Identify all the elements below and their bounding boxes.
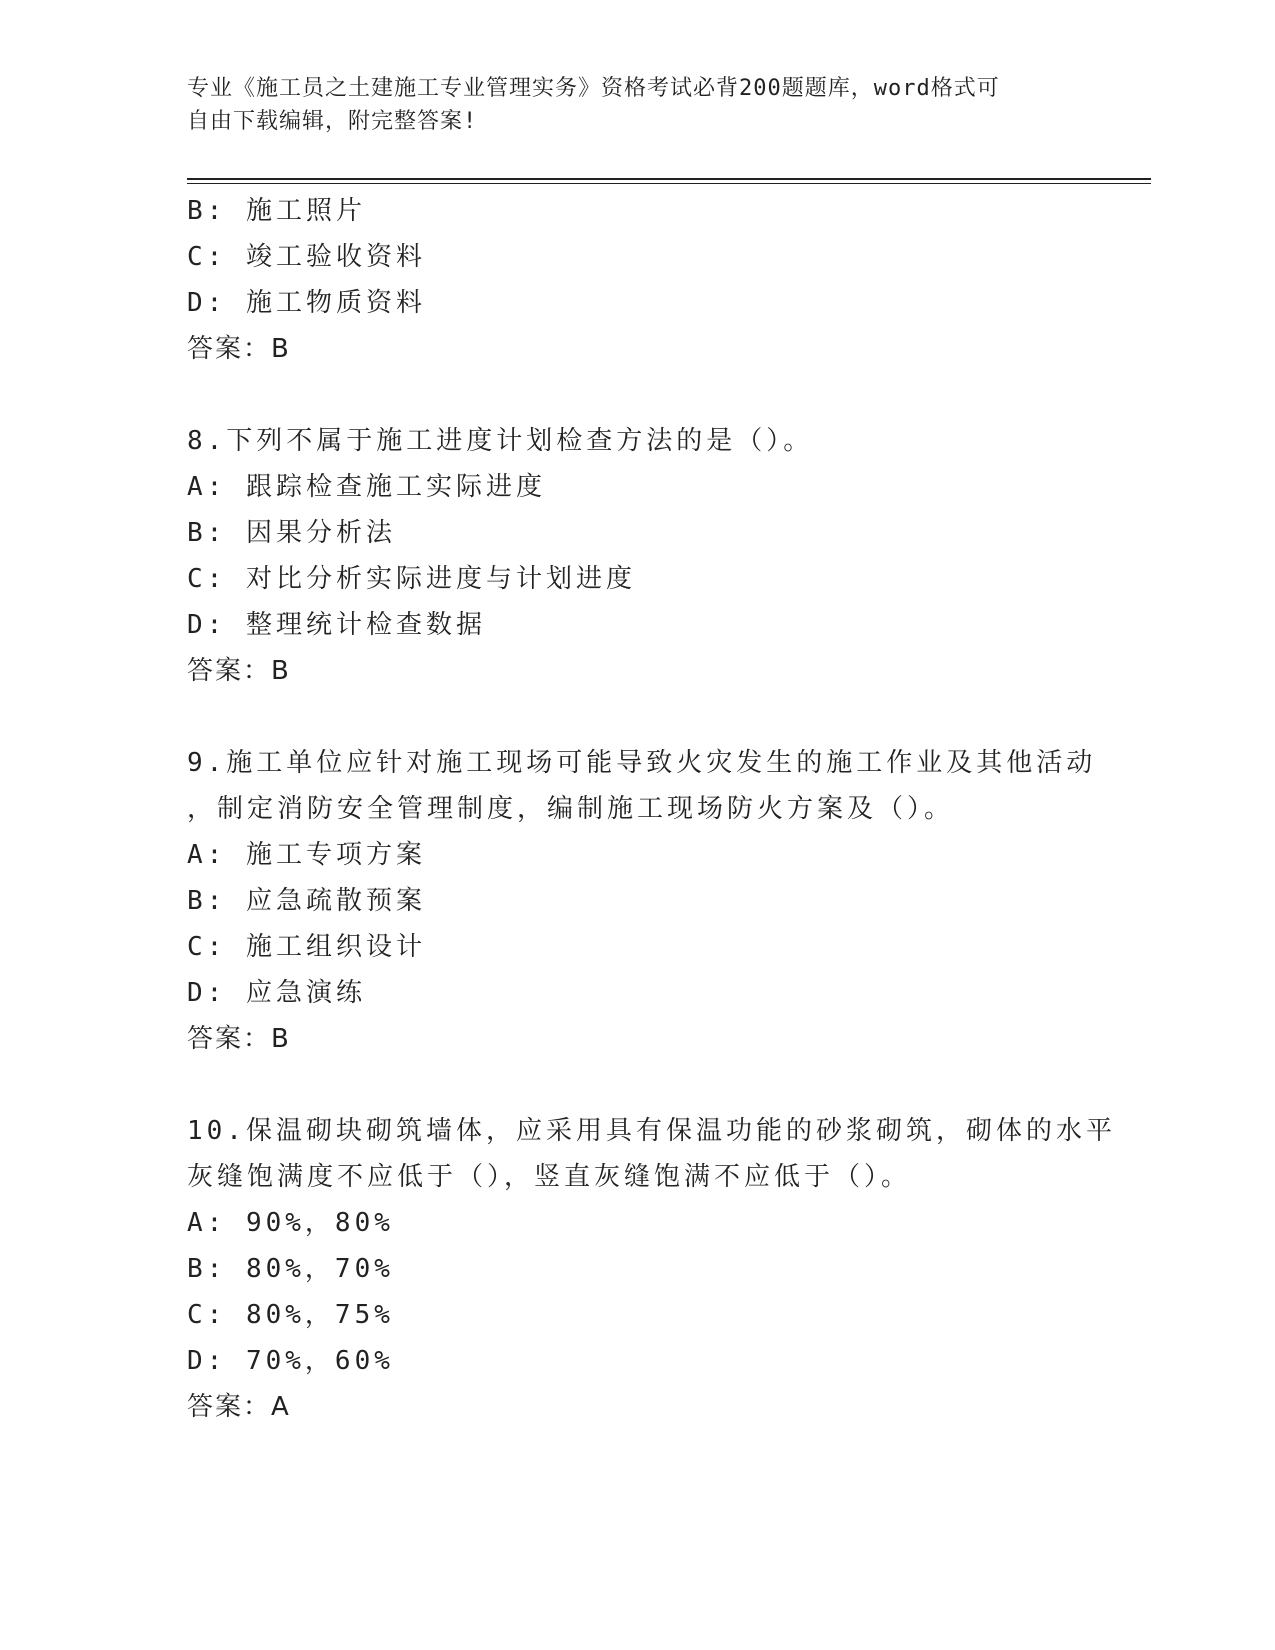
question-7-option-b: B: 施工照片 — [187, 196, 366, 226]
question-9-title-line-1: 9.施工单位应针对施工现场可能导致火灾发生的施工作业及其他活动 — [187, 748, 1097, 778]
question-8-answer: 答案：B — [187, 656, 291, 686]
header-title-line-1: 专业《施工员之土建施工专业管理实务》资格考试必背200题题库，word格式可 — [187, 76, 1000, 101]
question-8-option-a: A: 跟踪检查施工实际进度 — [187, 472, 546, 502]
question-8 — [187, 418, 1087, 694]
spacer — [187, 1062, 1087, 1108]
spacer — [187, 372, 1087, 418]
header-title-line-2: 自由下载编辑，附完整答案! — [187, 109, 478, 134]
question-9-answer: 答案：B — [187, 1024, 291, 1054]
question-10-answer: 答案：A — [187, 1392, 291, 1422]
question-9-option-a: A: 施工专项方案 — [187, 840, 426, 870]
question-10-title-line-2: 灰缝饱满度不应低于（），竖直灰缝饱满不应低于（）。 — [187, 1162, 912, 1192]
question-10 — [187, 1108, 1116, 1430]
header-divider-thick — [187, 178, 1151, 180]
question-9-option-b: B: 应急疏散预案 — [187, 886, 426, 916]
question-9-option-d: D: 应急演练 — [187, 978, 366, 1008]
question-9-title — [187, 740, 1097, 832]
question-8-title: 8.下列不属于施工进度计划检查方法的是（）。 — [187, 426, 814, 456]
question-7-option-d: D: 施工物质资料 — [187, 288, 426, 318]
spacer — [187, 694, 1087, 740]
question-7-option-c: C: 竣工验收资料 — [187, 242, 426, 272]
question-8-option-c: C: 对比分析实际进度与计划进度 — [187, 564, 636, 594]
question-10-option-c: C: 80%，75% — [187, 1300, 394, 1330]
question-9 — [187, 740, 1097, 1062]
question-8-option-d: D: 整理统计检查数据 — [187, 610, 486, 640]
question-9-option-c: C: 施工组织设计 — [187, 932, 426, 962]
question-10-option-d: D: 70%，60% — [187, 1346, 394, 1376]
question-10-option-a: A: 90%，80% — [187, 1208, 394, 1238]
document-header — [187, 72, 1067, 138]
question-10-option-b: B: 80%，70% — [187, 1254, 394, 1284]
question-10-title — [187, 1108, 1116, 1200]
question-7 — [187, 188, 1087, 372]
question-8-option-b: B: 因果分析法 — [187, 518, 396, 548]
question-content — [187, 188, 1116, 1430]
question-10-title-line-1: 10.保温砌块砌筑墙体，应采用具有保温功能的砂浆砌筑，砌体的水平 — [187, 1116, 1116, 1146]
header-divider-thin — [187, 183, 1151, 184]
question-7-answer: 答案：B — [187, 334, 291, 364]
question-9-title-line-2: ，制定消防安全管理制度，编制施工现场防火方案及（）。 — [187, 794, 955, 824]
